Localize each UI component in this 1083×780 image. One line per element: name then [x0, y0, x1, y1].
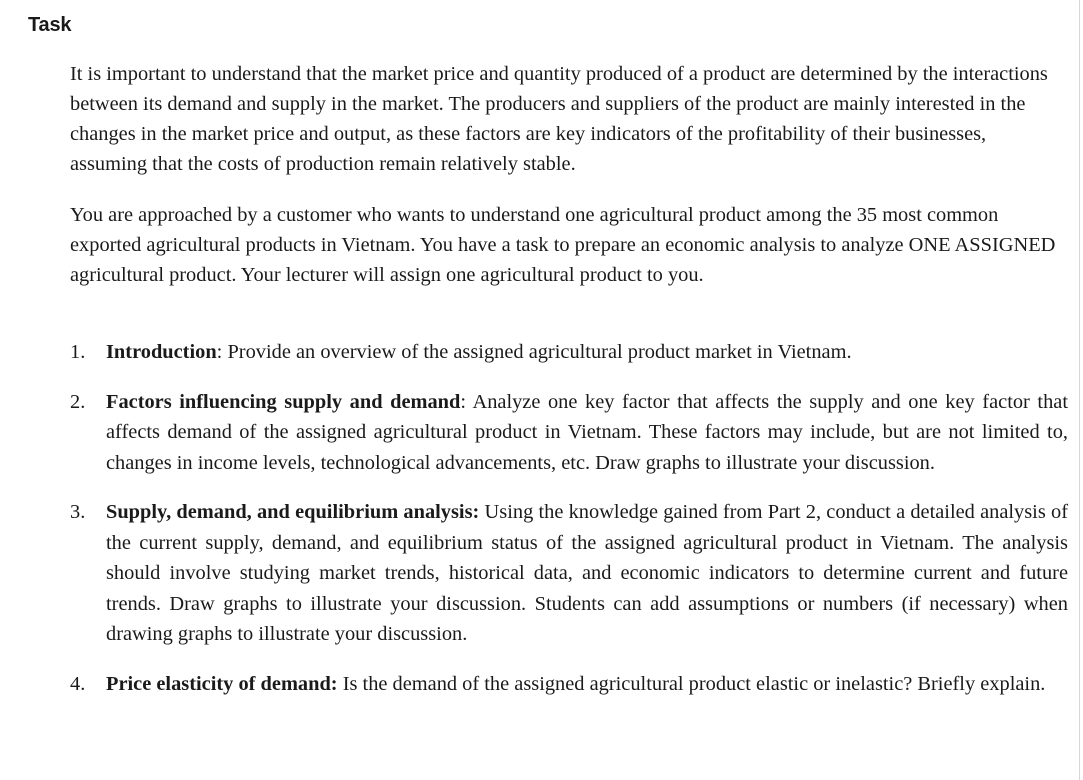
item-number: 3. [70, 501, 86, 523]
item-text: Is the demand of the assigned agricultural product elastic or inelastic? Briefly explain. [337, 672, 1046, 695]
item-text: Provide an overview of the assigned agricultural product market in Vietnam. [222, 341, 852, 363]
item-number: 2. [70, 390, 86, 413]
list-item [70, 669, 1068, 700]
item-number: 1. [70, 341, 86, 363]
item-text: Analyze one key factor that affects the supply and one key factor that affects demand of the assigned agricultural product in Vietnam. These factors may include, but are not limited to, changes in income levels, technological advancements, etc. Draw graphs to illustrate your discussion. [106, 390, 1068, 474]
task-paragraph: You are approached by a customer who wants to understand one agricultural product among the 35 most common exported agricultural products in Vietnam. You have a task to prepare an economic analysis to analyze ONE ASSIGNED agricultural product. Your lecturer will assign one agricultural product to you. [70, 204, 1056, 286]
list-item [70, 337, 1068, 368]
page-edge-divider [1079, 0, 1080, 780]
item-number: 4. [70, 672, 86, 695]
intro-paragraph: It is important to understand that the market price and quantity produced of a product are determined by the interactions between its demand and supply in the market. The producers and suppliers of the product are mainly interested in the changes in the market price and output, as these factors are key indicators of the profitability of their businesses, assuming that the costs of production remain relatively stable. [70, 63, 1048, 175]
item-lead: Introduction [106, 341, 217, 363]
item-lead: Price elasticity of demand: [106, 672, 338, 695]
item-lead: Supply, demand, and equilibrium analysis: [106, 501, 480, 523]
item-separator: : [216, 341, 223, 363]
list-item [70, 497, 1068, 650]
item-separator: : [460, 390, 467, 413]
item-lead: Factors influencing supply and demand [106, 390, 461, 413]
list-item [70, 387, 1068, 479]
task-requirements-list [70, 337, 1068, 699]
item-text: Using the knowledge gained from Part 2, conduct a detailed analysis of the current supply, demand, and equilibrium status of the assigned agricultural product in Vietnam. The analysis should involve studying market trends, historical data, and economic indicators to determine current and future trends. Draw graphs to illustrate your discussion. Students can add assumptions or numbers (if necessary) when drawing graphs to illustrate your discussion. [106, 501, 1068, 645]
section-heading: Task [28, 14, 72, 36]
